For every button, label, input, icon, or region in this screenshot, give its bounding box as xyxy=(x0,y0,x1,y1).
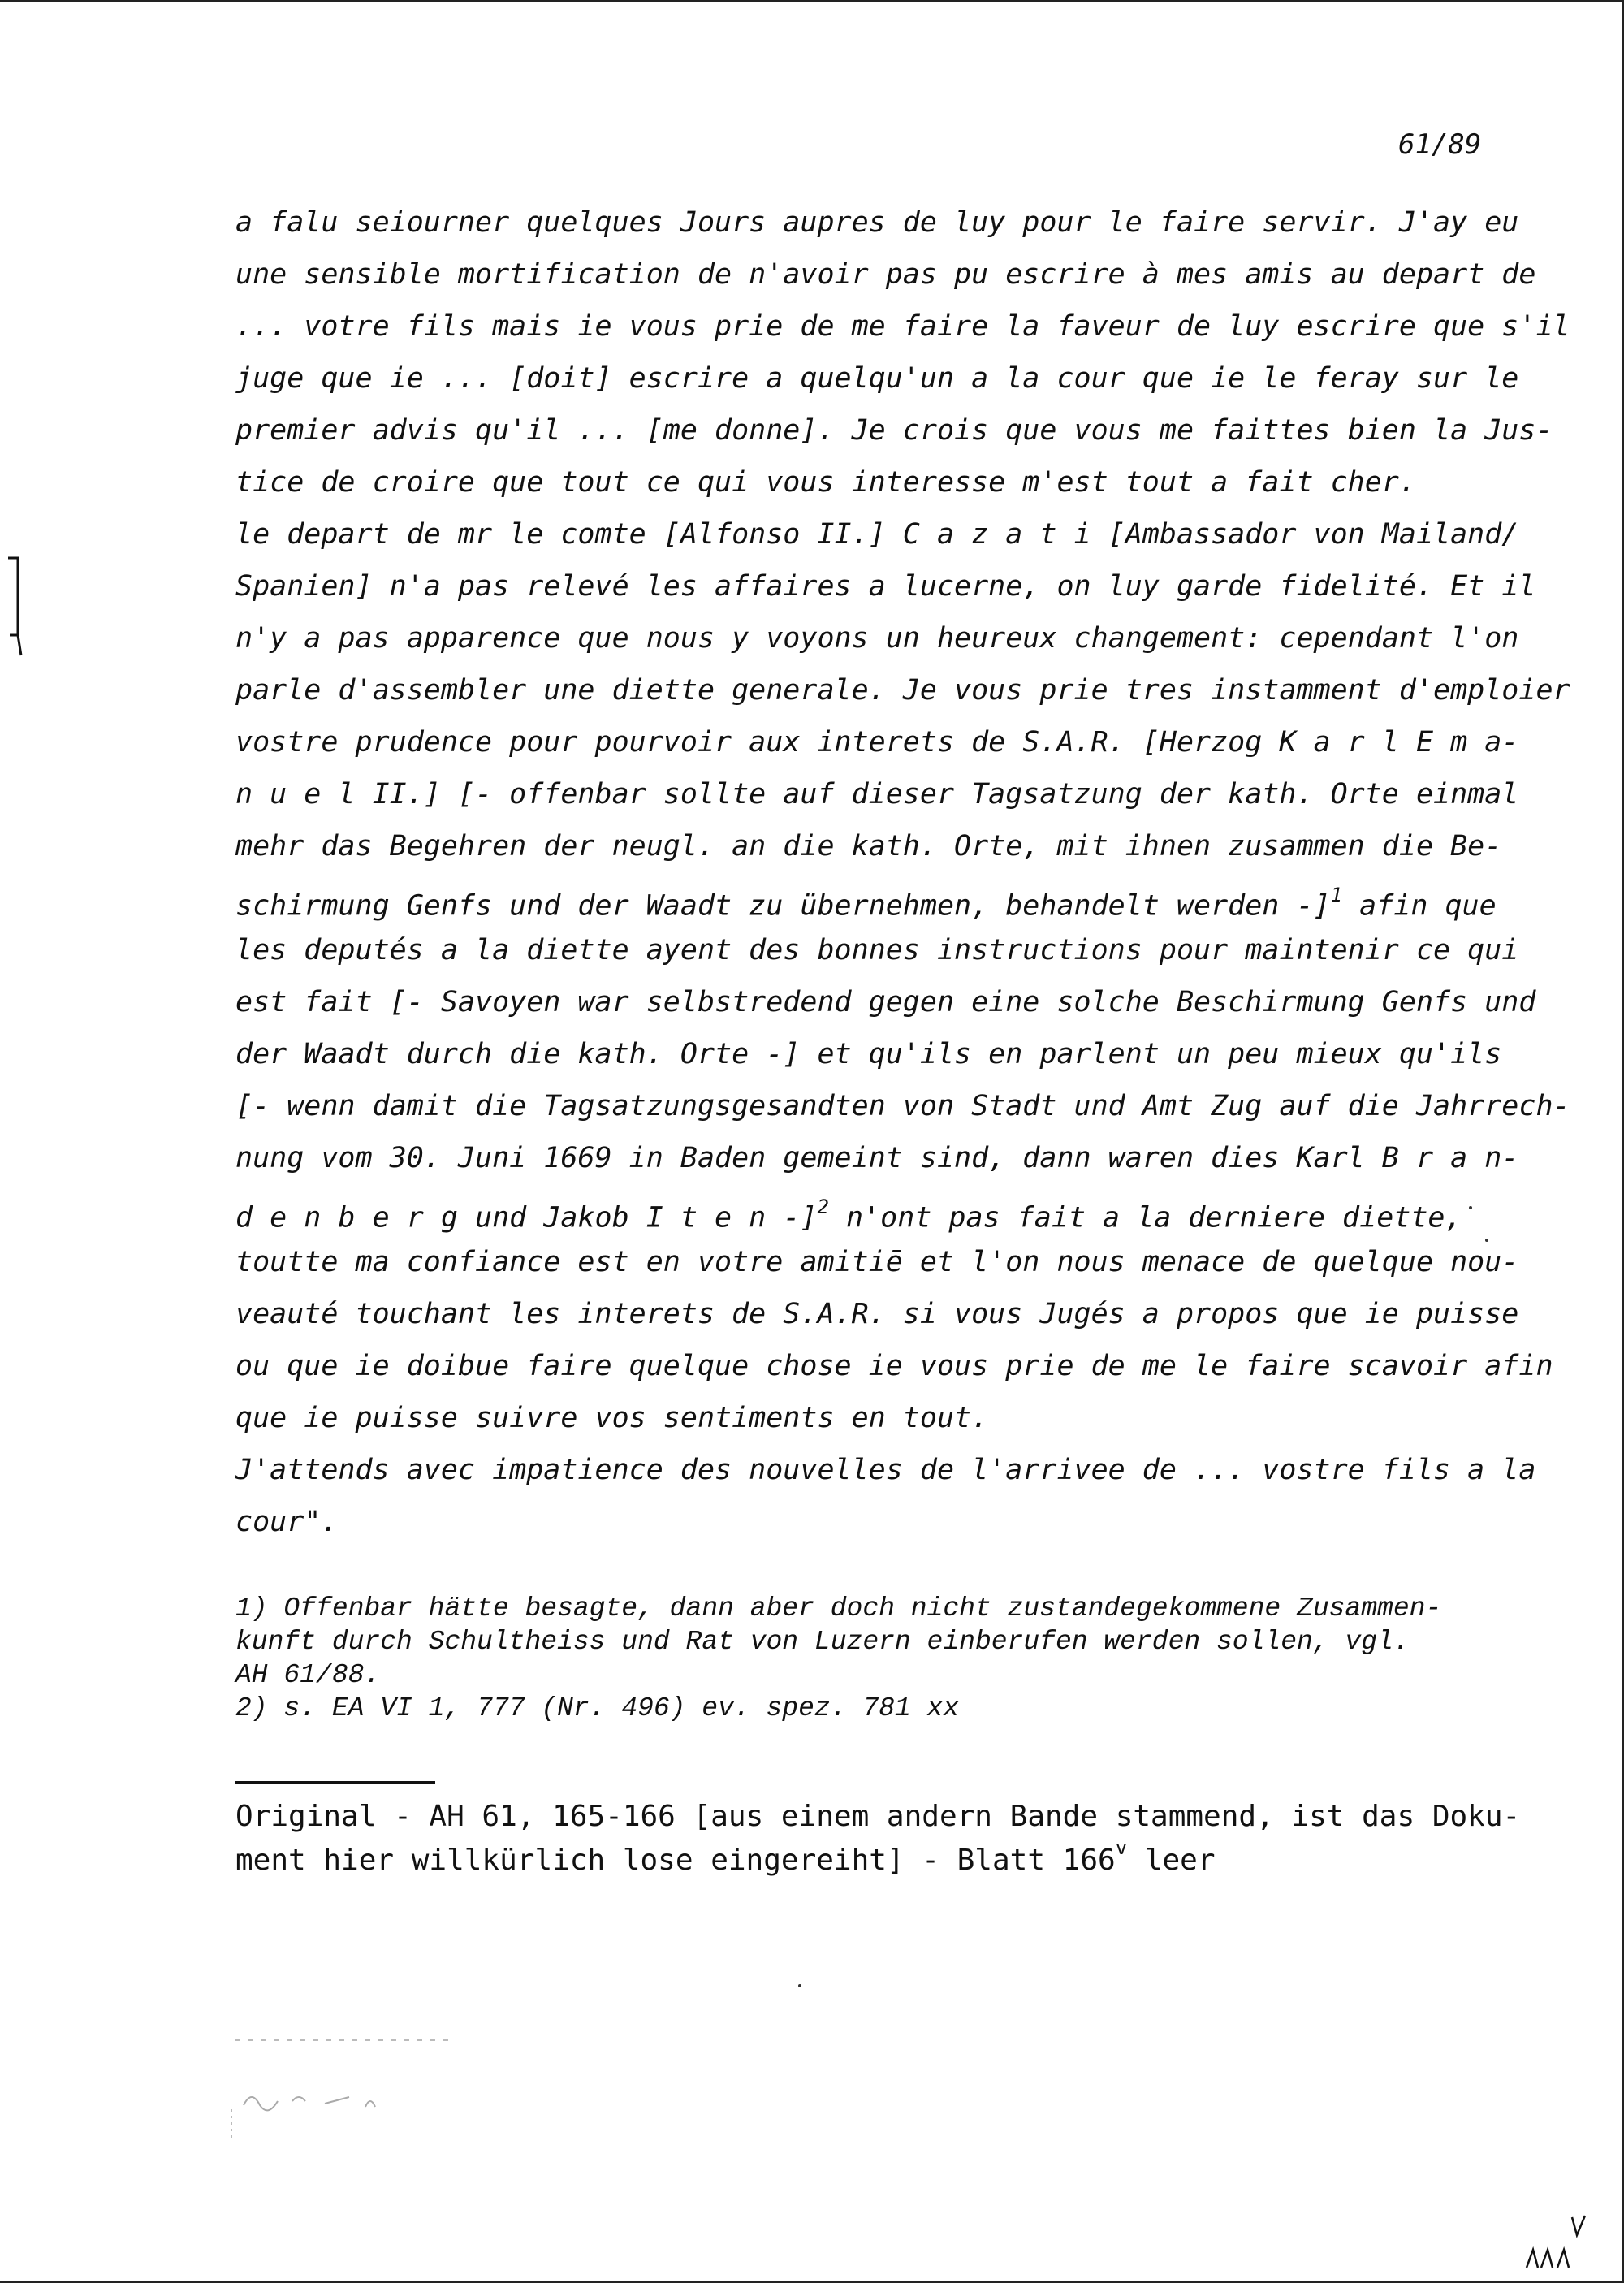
footnote-marker: 2 xyxy=(817,1196,829,1218)
line-text: schirmung Genfs und der Waadt zu übernehmen, behandelt werden -] xyxy=(235,889,1331,923)
footnote-line: 1) Offenbar hätte besagte, dann aber doch nicht zustandegekommene Zusammen- xyxy=(235,1593,1442,1624)
source-line: Original - AH 61, 165-166 [aus einem andern Bande stammend, ist das Doku- xyxy=(235,1800,1521,1833)
line-tail: n'ont pas fait a la derniere diette, xyxy=(828,1201,1462,1234)
footnotes xyxy=(235,1592,1535,1725)
speck xyxy=(798,1984,801,1987)
faint-pencil-marks xyxy=(227,2032,487,2146)
text-line: les deputés a la diette ayent des bonnes instructions pour maintenir ce qui xyxy=(235,934,1519,966)
text-line: toutte ma confiance est en votre amitiē et l'on nous menace de quelque nou- xyxy=(235,1246,1519,1278)
text-line: Spanien] n'a pas relevé les affaires a lucerne, on luy garde fidelité. Et il xyxy=(235,570,1536,603)
text-line: premier advis qu'il ... [me donne]. Je crois que vous me faittes bien la Jus- xyxy=(235,414,1553,447)
text-line: tice de croire que tout ce qui vous interesse m'est tout a fait cher. xyxy=(235,466,1416,499)
source-tail: leer xyxy=(1127,1844,1216,1877)
text-line-with-note xyxy=(235,872,1535,924)
text-line: juge que ie ... [doit] escrire a quelqu'un a la cour que ie le feray sur le xyxy=(235,362,1519,395)
text-line: parle d'assembler une diette generale. Je vous prie tres instamment d'emploier xyxy=(235,674,1570,707)
speck xyxy=(1469,1206,1472,1209)
source-note xyxy=(235,1798,1575,1879)
margin-bracket-mark xyxy=(0,554,32,659)
text-line: veauté touchant les interets de S.A.R. si vous Jugés a propos que ie puisse xyxy=(235,1298,1519,1330)
source-line xyxy=(235,1835,1575,1879)
handwritten-initials-mark xyxy=(1518,2211,1592,2276)
text-line: vostre prudence pour pourvoir aux interets de S.A.R. [Herzog K a r l E m a- xyxy=(235,726,1519,759)
text-line-with-note xyxy=(235,1184,1535,1236)
page-number: 61/89 xyxy=(1398,128,1482,161)
footnote-marker: 1 xyxy=(1330,884,1343,906)
text-line: une sensible mortification de n'avoir pas pu escrire à mes amis au depart de xyxy=(235,258,1536,291)
text-line: n u e l II.] [- offenbar sollte auf dieser Tagsatzung der kath. Orte einmal xyxy=(235,778,1519,811)
text-line: ou que ie doibue faire quelque chose ie vous prie de me le faire scavoir afin xyxy=(235,1350,1553,1382)
text-line: n'y a pas apparence que nous y voyons un heureux changement: cependant l'on xyxy=(235,622,1519,655)
text-line: J'attends avec impatience des nouvelles de l'arrivee de ... vostre fils a la xyxy=(235,1454,1536,1486)
text-line: cour". xyxy=(235,1506,339,1538)
source-divider xyxy=(235,1781,435,1784)
text-line: der Waadt durch die kath. Orte -] et qu'ils en parlent un peu mieux qu'ils xyxy=(235,1038,1502,1070)
speck xyxy=(1485,1239,1488,1242)
verso-marker: v xyxy=(1115,1836,1128,1859)
footnote-line: 2) s. EA VI 1, 777 (Nr. 496) ev. spez. 781 xx xyxy=(235,1693,960,1723)
text-line: le depart de mr le comte [Alfonso II.] C a z a t i [Ambassador von Mailand/ xyxy=(235,518,1519,551)
footnote-line: AH 61/88. xyxy=(235,1660,381,1690)
text-line: est fait [- Savoyen war selbstredend gegen eine solche Beschirmung Genfs und xyxy=(235,986,1536,1018)
text-line: mehr das Begehren der neugl. an die kath. Orte, mit ihnen zusammen die Be- xyxy=(235,830,1502,863)
source-text: ment hier willkürlich lose eingereiht] - Blatt 166 xyxy=(235,1844,1116,1877)
text-line: [- wenn damit die Tagsatzungsgesandten von Stadt und Amt Zug auf die Jahrrech- xyxy=(235,1090,1570,1122)
text-line: nung vom 30. Juni 1669 in Baden gemeint sind, dann waren dies Karl B r a n- xyxy=(235,1142,1519,1174)
line-text: d e n b e r g und Jakob I t e n -] xyxy=(235,1201,818,1234)
footnote-line: kunft durch Schultheiss und Rat von Luzern einberufen werden sollen, vgl. xyxy=(235,1627,1410,1657)
text-line: a falu seiourner quelques Jours aupres de luy pour le faire servir. J'ay eu xyxy=(235,206,1519,239)
text-line: ... votre fils mais ie vous prie de me faire la faveur de luy escrire que s'il xyxy=(235,310,1570,343)
line-tail: afin que xyxy=(1342,889,1497,923)
text-line: que ie puisse suivre vos sentiments en tout. xyxy=(235,1402,989,1434)
letter-body xyxy=(235,197,1570,1548)
